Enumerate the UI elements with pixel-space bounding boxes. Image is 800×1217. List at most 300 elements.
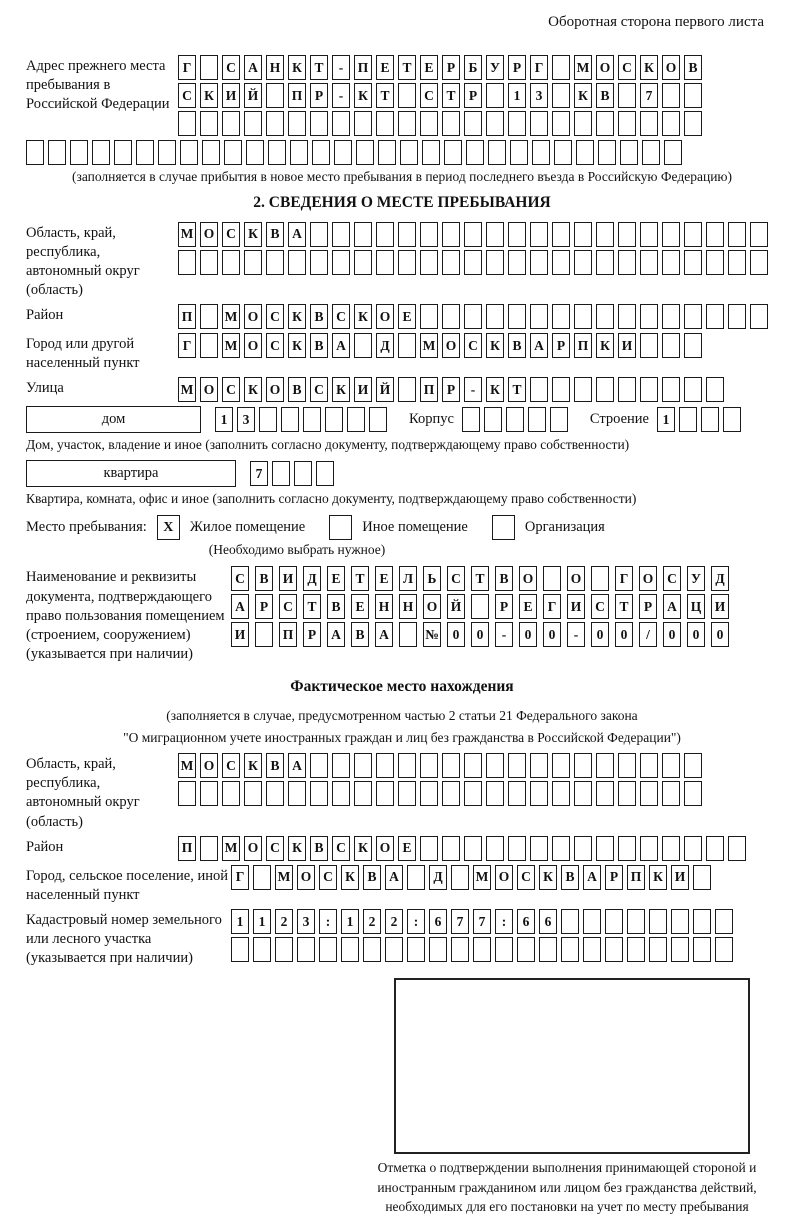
char-box[interactable] [420,111,438,136]
char-box[interactable] [180,140,198,165]
char-box[interactable]: 6 [539,909,557,934]
char-box[interactable]: К [486,377,504,402]
char-box[interactable]: П [420,377,438,402]
char-box[interactable]: Р [255,594,273,619]
char-box[interactable] [316,461,334,486]
char-box[interactable] [341,937,359,962]
char-box[interactable] [464,753,482,778]
char-box[interactable]: И [671,865,689,890]
char-box[interactable]: Р [464,83,482,108]
char-box[interactable] [552,222,570,247]
char-box[interactable] [259,407,277,432]
char-box[interactable] [662,781,680,806]
char-box[interactable]: Т [398,55,416,80]
other-premises-checkbox[interactable] [329,515,352,540]
char-box[interactable]: К [244,377,262,402]
char-box[interactable]: С [231,566,249,591]
char-box[interactable] [486,83,504,108]
char-box[interactable]: С [332,304,350,329]
char-box[interactable] [310,250,328,275]
char-box[interactable] [715,909,733,934]
char-box[interactable]: Н [266,55,284,80]
char-box[interactable]: Б [464,55,482,80]
char-box[interactable] [684,781,702,806]
char-box[interactable] [620,140,638,165]
char-box[interactable] [530,781,548,806]
char-box[interactable]: В [310,836,328,861]
char-box[interactable] [671,909,689,934]
char-box[interactable]: И [231,622,249,647]
char-box[interactable]: : [495,909,513,934]
char-box[interactable]: 0 [663,622,681,647]
char-box[interactable]: В [684,55,702,80]
char-box[interactable] [618,250,636,275]
char-box[interactable] [706,222,724,247]
char-box[interactable] [288,781,306,806]
char-box[interactable]: М [574,55,592,80]
char-box[interactable] [464,250,482,275]
char-box[interactable] [640,753,658,778]
char-box[interactable] [422,140,440,165]
char-box[interactable]: 1 [341,909,359,934]
char-box[interactable] [246,140,264,165]
char-box[interactable] [517,937,535,962]
char-box[interactable] [530,250,548,275]
char-box[interactable] [200,111,218,136]
char-box[interactable]: С [178,83,196,108]
char-box[interactable] [618,377,636,402]
char-box[interactable]: А [530,333,548,358]
char-box[interactable] [398,753,416,778]
char-box[interactable] [297,937,315,962]
char-box[interactable] [363,937,381,962]
char-box[interactable]: К [288,333,306,358]
char-box[interactable]: С [517,865,535,890]
char-box[interactable]: К [341,865,359,890]
char-box[interactable]: К [486,333,504,358]
char-box[interactable] [253,937,271,962]
char-box[interactable] [332,111,350,136]
char-box[interactable]: О [442,333,460,358]
char-box[interactable]: 1 [508,83,526,108]
char-box[interactable] [640,250,658,275]
char-box[interactable]: Р [442,55,460,80]
char-box[interactable]: В [495,566,513,591]
char-box[interactable]: П [178,304,196,329]
char-box[interactable] [574,753,592,778]
char-box[interactable] [464,304,482,329]
char-box[interactable]: С [222,753,240,778]
char-box[interactable]: И [222,83,240,108]
char-box[interactable] [728,836,746,861]
char-box[interactable] [354,333,372,358]
char-box[interactable] [750,250,768,275]
char-box[interactable] [574,836,592,861]
char-box[interactable]: И [711,594,729,619]
char-box[interactable] [662,222,680,247]
char-box[interactable]: Р [552,333,570,358]
char-box[interactable]: Г [178,333,196,358]
char-box[interactable] [684,333,702,358]
char-box[interactable] [255,622,273,647]
char-box[interactable] [662,377,680,402]
char-box[interactable]: Е [351,594,369,619]
char-box[interactable] [420,781,438,806]
char-box[interactable] [442,250,460,275]
char-box[interactable] [486,836,504,861]
char-box[interactable] [376,111,394,136]
char-box[interactable] [552,250,570,275]
char-box[interactable]: С [266,333,284,358]
organization-checkbox[interactable] [492,515,515,540]
char-box[interactable]: В [255,566,273,591]
char-box[interactable] [310,222,328,247]
char-box[interactable] [508,222,526,247]
char-box[interactable] [486,222,504,247]
char-box[interactable] [723,407,741,432]
char-box[interactable] [596,111,614,136]
char-box[interactable]: К [288,55,306,80]
char-box[interactable]: К [332,377,350,402]
char-box[interactable] [662,333,680,358]
char-box[interactable]: Т [508,377,526,402]
char-box[interactable] [158,140,176,165]
char-box[interactable] [244,781,262,806]
char-box[interactable] [662,111,680,136]
char-box[interactable] [231,937,249,962]
char-box[interactable]: С [266,304,284,329]
char-box[interactable] [574,111,592,136]
char-box[interactable]: Е [398,836,416,861]
char-box[interactable]: К [539,865,557,890]
char-box[interactable]: С [279,594,297,619]
char-box[interactable] [268,140,286,165]
char-box[interactable]: М [473,865,491,890]
char-box[interactable]: М [222,333,240,358]
char-box[interactable] [574,781,592,806]
char-box[interactable] [596,781,614,806]
char-box[interactable]: Д [376,333,394,358]
char-box[interactable] [347,407,365,432]
char-box[interactable] [684,111,702,136]
char-box[interactable] [530,377,548,402]
char-box[interactable]: 7 [250,461,268,486]
char-box[interactable] [552,836,570,861]
char-box[interactable] [398,111,416,136]
char-box[interactable]: 0 [447,622,465,647]
char-box[interactable]: - [332,55,350,80]
char-box[interactable] [200,836,218,861]
char-box[interactable] [693,909,711,934]
char-box[interactable] [429,937,447,962]
char-box[interactable]: А [288,222,306,247]
char-box[interactable]: В [310,304,328,329]
char-box[interactable]: Г [615,566,633,591]
char-box[interactable]: 0 [519,622,537,647]
char-box[interactable]: К [354,83,372,108]
char-box[interactable] [701,407,719,432]
char-box[interactable] [508,111,526,136]
char-box[interactable] [442,753,460,778]
char-box[interactable] [598,140,616,165]
char-box[interactable] [354,222,372,247]
char-box[interactable] [728,222,746,247]
char-box[interactable] [385,937,403,962]
char-box[interactable] [356,140,374,165]
char-box[interactable]: Д [429,865,447,890]
char-box[interactable] [253,865,271,890]
char-box[interactable] [442,836,460,861]
char-box[interactable] [222,781,240,806]
char-box[interactable] [200,304,218,329]
char-box[interactable] [200,781,218,806]
char-box[interactable]: А [332,333,350,358]
char-box[interactable] [596,753,614,778]
char-box[interactable]: К [244,753,262,778]
char-box[interactable] [466,140,484,165]
char-box[interactable] [596,377,614,402]
char-box[interactable] [662,753,680,778]
char-box[interactable] [596,836,614,861]
char-box[interactable] [591,566,609,591]
char-box[interactable] [310,781,328,806]
char-box[interactable]: И [567,594,585,619]
char-box[interactable]: К [244,222,262,247]
char-box[interactable] [400,140,418,165]
char-box[interactable]: 0 [711,622,729,647]
char-box[interactable] [178,111,196,136]
char-box[interactable]: П [574,333,592,358]
char-box[interactable] [310,111,328,136]
char-box[interactable]: А [663,594,681,619]
char-box[interactable]: 0 [687,622,705,647]
char-box[interactable]: М [222,304,240,329]
char-box[interactable] [464,836,482,861]
char-box[interactable]: Е [376,55,394,80]
char-box[interactable]: К [354,836,372,861]
char-box[interactable] [48,140,66,165]
char-box[interactable]: В [310,333,328,358]
char-box[interactable] [530,222,548,247]
char-box[interactable] [640,377,658,402]
char-box[interactable] [627,937,645,962]
char-box[interactable]: В [363,865,381,890]
char-box[interactable] [618,83,636,108]
char-box[interactable] [750,222,768,247]
char-box[interactable]: Р [310,83,328,108]
char-box[interactable]: Р [639,594,657,619]
char-box[interactable]: О [200,222,218,247]
char-box[interactable]: - [332,83,350,108]
char-box[interactable]: П [178,836,196,861]
char-box[interactable] [574,250,592,275]
char-box[interactable]: С [332,836,350,861]
char-box[interactable] [275,937,293,962]
char-box[interactable] [486,753,504,778]
char-box[interactable]: С [222,222,240,247]
char-box[interactable] [407,865,425,890]
char-box[interactable]: А [288,753,306,778]
char-box[interactable]: О [200,377,218,402]
char-box[interactable]: 3 [297,909,315,934]
char-box[interactable] [332,781,350,806]
char-box[interactable] [684,753,702,778]
char-box[interactable] [266,83,284,108]
char-box[interactable]: У [486,55,504,80]
char-box[interactable] [750,304,768,329]
char-box[interactable] [376,781,394,806]
char-box[interactable]: 0 [543,622,561,647]
char-box[interactable]: М [178,377,196,402]
char-box[interactable]: П [288,83,306,108]
char-box[interactable] [332,222,350,247]
char-box[interactable]: В [508,333,526,358]
char-box[interactable]: Й [244,83,262,108]
char-box[interactable] [552,304,570,329]
char-box[interactable]: Ь [423,566,441,591]
char-box[interactable]: - [495,622,513,647]
char-box[interactable]: 2 [275,909,293,934]
char-box[interactable]: П [279,622,297,647]
char-box[interactable]: 3 [237,407,255,432]
char-box[interactable] [618,836,636,861]
char-box[interactable]: Е [519,594,537,619]
char-box[interactable]: К [288,304,306,329]
char-box[interactable]: С [464,333,482,358]
char-box[interactable]: С [310,377,328,402]
char-box[interactable]: Г [530,55,548,80]
char-box[interactable]: 7 [640,83,658,108]
char-box[interactable] [200,333,218,358]
char-box[interactable] [530,836,548,861]
char-box[interactable] [706,377,724,402]
char-box[interactable] [495,937,513,962]
char-box[interactable] [508,836,526,861]
char-box[interactable]: Н [375,594,393,619]
char-box[interactable] [618,111,636,136]
char-box[interactable] [605,937,623,962]
char-box[interactable]: Л [399,566,417,591]
char-box[interactable] [451,865,469,890]
char-box[interactable] [550,407,568,432]
char-box[interactable]: О [266,377,284,402]
char-box[interactable]: О [596,55,614,80]
char-box[interactable] [574,377,592,402]
char-box[interactable] [398,250,416,275]
char-box[interactable] [706,250,724,275]
char-box[interactable] [583,937,601,962]
char-box[interactable]: : [319,909,337,934]
char-box[interactable] [288,250,306,275]
char-box[interactable]: 1 [657,407,675,432]
char-box[interactable] [288,111,306,136]
char-box[interactable] [684,250,702,275]
char-box[interactable]: К [354,304,372,329]
char-box[interactable] [627,909,645,934]
char-box[interactable]: Р [303,622,321,647]
char-box[interactable]: Т [303,594,321,619]
char-box[interactable] [354,250,372,275]
char-box[interactable]: В [288,377,306,402]
char-box[interactable] [618,304,636,329]
char-box[interactable] [332,250,350,275]
char-box[interactable]: Й [447,594,465,619]
char-box[interactable]: С [222,55,240,80]
char-box[interactable] [715,937,733,962]
char-box[interactable] [354,753,372,778]
char-box[interactable]: С [447,566,465,591]
char-box[interactable]: А [385,865,403,890]
char-box[interactable] [640,781,658,806]
char-box[interactable]: О [297,865,315,890]
char-box[interactable] [706,836,724,861]
char-box[interactable]: В [266,753,284,778]
char-box[interactable]: В [327,594,345,619]
char-box[interactable] [224,140,242,165]
char-box[interactable] [471,594,489,619]
char-box[interactable] [583,909,601,934]
char-box[interactable]: 7 [473,909,491,934]
char-box[interactable] [486,781,504,806]
char-box[interactable] [398,333,416,358]
char-box[interactable] [596,222,614,247]
char-box[interactable] [530,111,548,136]
apartment-type-box[interactable]: квартира [26,460,236,487]
char-box[interactable] [684,83,702,108]
char-box[interactable] [451,937,469,962]
char-box[interactable] [552,753,570,778]
char-box[interactable] [552,377,570,402]
char-box[interactable]: В [351,622,369,647]
char-box[interactable]: Ц [687,594,705,619]
char-box[interactable]: В [596,83,614,108]
char-box[interactable] [618,753,636,778]
char-box[interactable]: М [222,836,240,861]
char-box[interactable] [399,622,417,647]
char-box[interactable] [552,781,570,806]
char-box[interactable]: - [464,377,482,402]
char-box[interactable]: Н [399,594,417,619]
char-box[interactable] [561,937,579,962]
char-box[interactable] [649,937,667,962]
char-box[interactable] [508,781,526,806]
char-box[interactable]: Т [615,594,633,619]
char-box[interactable] [354,781,372,806]
char-box[interactable] [281,407,299,432]
char-box[interactable]: Д [711,566,729,591]
char-box[interactable] [640,304,658,329]
char-box[interactable]: К [596,333,614,358]
char-box[interactable]: Т [471,566,489,591]
char-box[interactable] [420,753,438,778]
char-box[interactable] [398,83,416,108]
char-box[interactable]: Р [442,377,460,402]
char-box[interactable] [539,937,557,962]
char-box[interactable] [488,140,506,165]
char-box[interactable]: К [640,55,658,80]
char-box[interactable] [484,407,502,432]
char-box[interactable]: М [275,865,293,890]
char-box[interactable] [92,140,110,165]
char-box[interactable] [420,836,438,861]
char-box[interactable] [596,250,614,275]
char-box[interactable]: Г [231,865,249,890]
char-box[interactable] [442,222,460,247]
char-box[interactable]: Р [508,55,526,80]
char-box[interactable] [378,140,396,165]
char-box[interactable]: Г [178,55,196,80]
char-box[interactable] [325,407,343,432]
